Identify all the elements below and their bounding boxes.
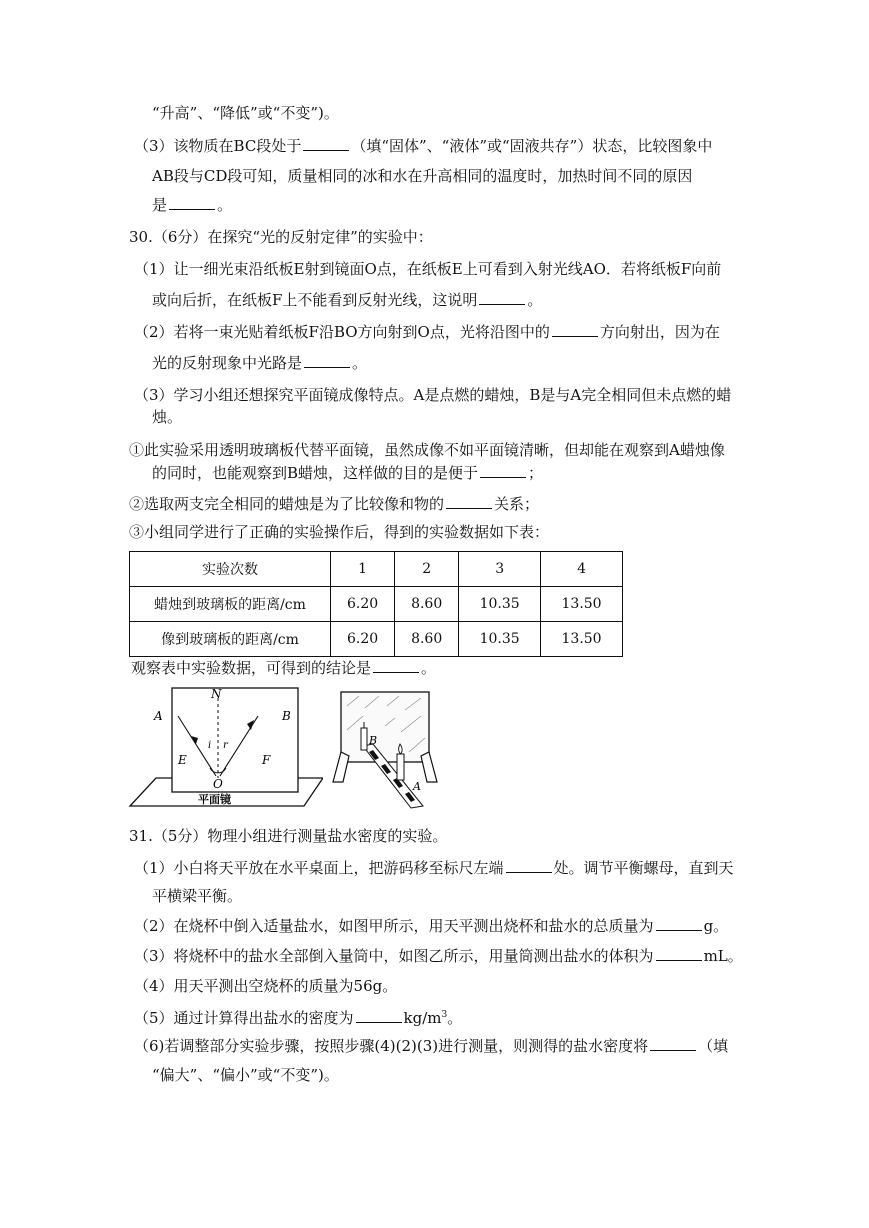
table-cell: 2 [395, 552, 459, 587]
text-line: （1）小白将天平放在水平桌面上，把游码移至标尺左端 处。调节平衡螺母，直到天 [134, 859, 734, 877]
table-cell: 1 [331, 552, 395, 587]
text-line: ②选取两支完全相同的蜡烛是为了比较像和物的 关系； [129, 495, 540, 513]
text-line: ③小组同学进行了正确的实验操作后，得到的实验数据如下表： [129, 523, 550, 541]
table-cell: 蜡烛到玻璃板的距离/cm [130, 587, 331, 622]
paper-board [172, 688, 298, 792]
answer-blank[interactable] [656, 916, 702, 931]
text-line: 的同时，也能观察到B蜡烛，这样做的目的是便于 ； [152, 464, 544, 482]
table-cell: 6.20 [331, 587, 395, 622]
label-mirror: 平面镜 [198, 793, 231, 806]
candle-a [397, 754, 404, 780]
text-line: 烛。 [152, 408, 183, 426]
label-n: N [211, 687, 222, 701]
table-cell: 10.35 [459, 622, 541, 657]
label-a: A [154, 709, 163, 723]
table-cell: 8.60 [395, 622, 459, 657]
label-f: F [262, 753, 271, 767]
answer-blank[interactable] [303, 136, 349, 151]
question-heading: 30.（6分）在探究“光的反射定律”的实验中： [129, 228, 433, 246]
text-line: 或向后折，在纸板F上不能看到反射光线，这说明 。 [152, 291, 543, 309]
table-cell: 8.60 [395, 587, 459, 622]
answer-blank[interactable] [446, 494, 492, 509]
label-i: i [208, 740, 212, 751]
table-cell: 13.50 [541, 622, 623, 657]
text-line: （2）若将一束光贴着纸板F沿BO方向射到O点，光将沿图中的 方向射出，因为在 [134, 323, 720, 341]
answer-blank[interactable] [552, 322, 598, 337]
reflection-diagram [128, 686, 323, 810]
stand-right [421, 752, 437, 782]
stand-left [333, 752, 349, 782]
plane-mirror-diagram [325, 686, 445, 810]
table-cell: 3 [459, 552, 541, 587]
text-line: （6)若调整部分实验步骤，按照步骤(4)(2)(3)进行测量，则测得的盐水密度将 （填 [134, 1037, 729, 1055]
data-table [129, 551, 623, 657]
text-line: ①此实验采用透明玻璃板代替平面镜，虽然成像不如平面镜清晰，但却能在观察到A蜡烛像 [129, 441, 725, 459]
table-cell: 13.50 [541, 587, 623, 622]
text-line: “偏大”、“偏小”或“不变”)。 [152, 1066, 339, 1084]
answer-blank[interactable] [656, 946, 702, 961]
text-line: （1）让一细光束沿纸板E射到镜面O点，在纸板E上可看到入射光线AO．若将纸板F向前 [134, 260, 722, 278]
label-b: B [369, 734, 378, 747]
label-a: A [413, 780, 421, 793]
text-line: （2）在烧杯中倒入适量盐水，如图甲所示，用天平测出烧杯和盐水的总质量为 g。 [134, 917, 729, 935]
text-line: 是 。 [152, 196, 233, 214]
answer-blank[interactable] [479, 290, 525, 305]
answer-blank[interactable] [650, 1036, 696, 1051]
text-line: （3）将烧杯中的盐水全部倒入量筒中，如图乙所示，用量筒测出盐水的体积为 mL。 [134, 947, 743, 965]
table-row [130, 552, 623, 587]
answer-blank[interactable] [169, 195, 215, 210]
text-line: （5）通过计算得出盐水的密度为 $kg/m^3$。 [134, 1009, 463, 1027]
text-line: （4）用天平测出空烧杯的质量为56g。 [134, 977, 398, 995]
text-line: AB段与CD段可知，质量相同的冰和水在升高相同的温度时，加热时间不同的原因 [152, 167, 693, 185]
answer-blank[interactable] [480, 463, 526, 478]
table-cell: 像到玻璃板的距离/cm [130, 622, 331, 657]
text-line: 观察表中实验数据，可得到的结论是 。 [131, 659, 437, 677]
table-row [130, 622, 623, 657]
table-cell: 实验次数 [130, 552, 331, 587]
label-e: E [178, 753, 187, 767]
question-heading: 31.（5分）物理小组进行测量盐水密度的实验。 [129, 827, 448, 845]
label-r: r [223, 740, 228, 751]
table-cell: 6.20 [331, 622, 395, 657]
table-cell: 4 [541, 552, 623, 587]
text-line: “升高”、“降低”或“不变”)。 [152, 104, 339, 122]
text-line: （3）学习小组还想探究平面镜成像特点。A是点燃的蜡烛，B是与A完全相同但未点燃的蜡 [134, 386, 732, 404]
answer-blank[interactable] [506, 858, 552, 873]
table-row [130, 587, 623, 622]
text-line: （3）该物质在BC段处于 （填“固体”、“液体”或“固液共存”）状态，比较图象中 [134, 137, 713, 155]
answer-blank[interactable] [373, 658, 419, 673]
text-line: 平横梁平衡。 [152, 887, 243, 905]
answer-blank[interactable] [304, 353, 350, 368]
candle-b [361, 728, 367, 750]
answer-blank[interactable] [356, 1008, 402, 1023]
table-cell: 10.35 [459, 587, 541, 622]
glass-plate [341, 692, 429, 762]
label-o: O [213, 777, 223, 791]
text-line: 光的反射现象中光路是 。 [152, 354, 368, 372]
label-b: B [282, 709, 291, 723]
